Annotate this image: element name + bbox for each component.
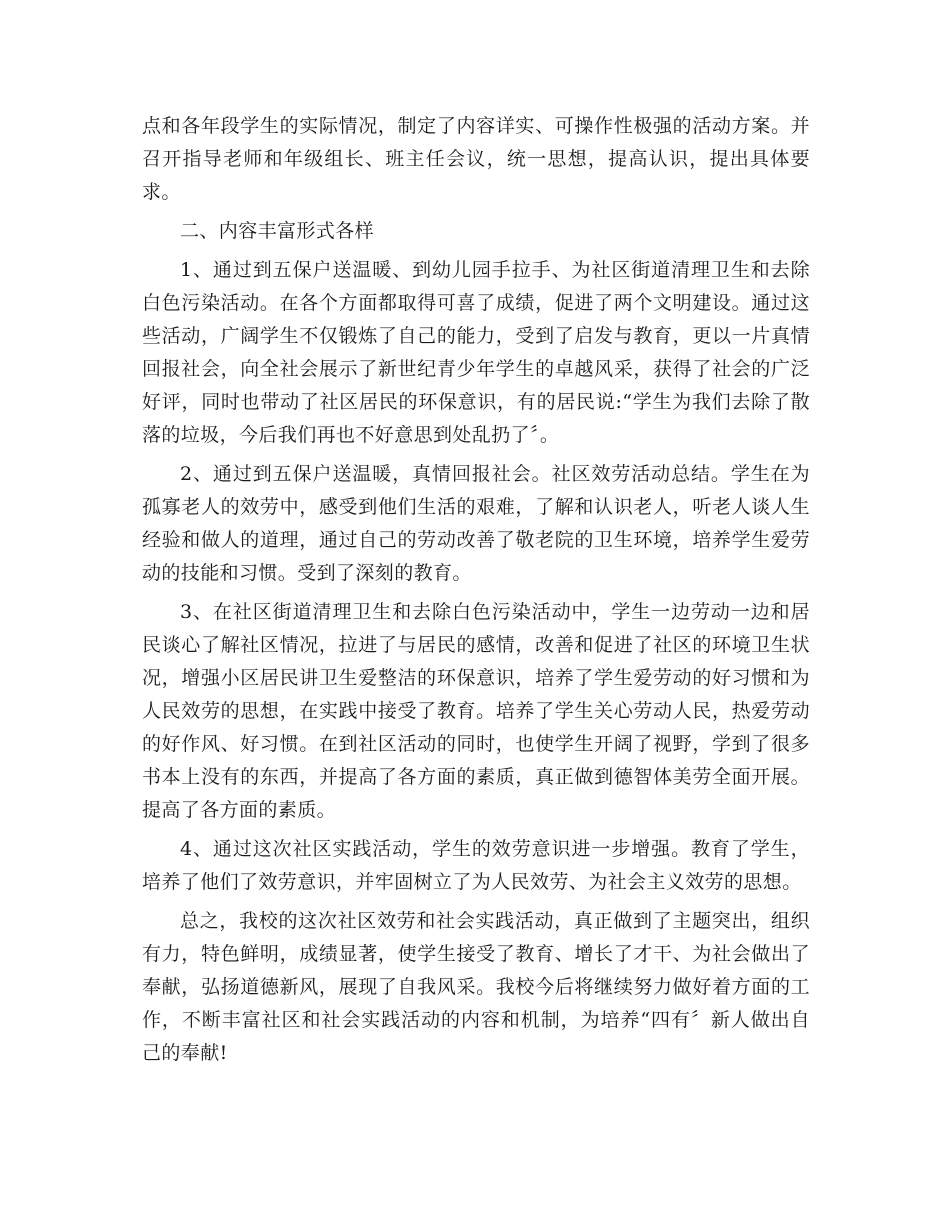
paragraph-conclusion: 总之，我校的这次社区效劳和社会实践活动，真正做到了主题突出，组织有力，特色鲜明，成绩显著，使学生接受了教育、增长了才干、为社会做出了奉献，弘扬道德新风，展现了自我风采。我校今后将继续努力做好着方面的工作，不断丰富社区和社会实践活动的内容和机制，为培养“四有〞新人做出自己的奉献! bbox=[142, 910, 810, 1064]
paragraph-item-2: 2、通过到五保户送温暖，真情回报社会。社区效劳活动总结。学生在为孤寡老人的效劳中，感受到他们生活的艰难，了解和认识老人，听老人谈人生经验和做人的道理，通过自己的劳动改善了敬老院的卫生环境，培养学生爱劳动的技能和习惯。受到了深刻的教育。 bbox=[142, 463, 810, 584]
paragraph-item-3: 3、在社区街道清理卫生和去除白色污染活动中，学生一边劳动一边和居民谈心了解社区情况，拉进了与居民的感情，改善和促进了社区的环境卫生状况，增强小区居民讲卫生爱整洁的环保意识，培养了学生爱劳动的好习惯和为人民效劳的思想，在实践中接受了教育。培养了学生关心劳动人民，热爱劳动的好作风、好习惯。在到社区活动的同时，也使学生开阔了视野，学到了很多书本上没有的东西，并提高了各方面的素质，真正做到德智体美劳全面开展。提高了各方面的素质。 bbox=[142, 601, 810, 821]
paragraph-intro-continuation: 点和各年段学生的实际情况，制定了内容详实、可操作性极强的活动方案。并召开指导老师和年级组长、班主任会议，统一思想，提高认识，提出具体要求。 bbox=[142, 115, 810, 203]
paragraph-item-4: 4、通过这次社区实践活动，学生的效劳意识进一步增强。教育了学生，培养了他们了效劳意识，并牢固树立了为人民效劳、为社会主义效劳的思想。 bbox=[142, 838, 810, 893]
paragraph-item-1: 1、通过到五保户送温暖、到幼儿园手拉手、为社区街道清理卫生和去除白色污染活动。在各个方面都取得可喜了成绩，促进了两个文明建设。通过这些活动，广阔学生不仅锻炼了自己的能力，受到了启发与教育，更以一片真情回报社会，向全社会展示了新世纪青少年学生的卓越风采，获得了社会的广泛好评，同时也带动了社区居民的环保意识，有的居民说:“学生为我们去除了散落的垃圾，今后我们再也不好意思到处乱扔了〞。 bbox=[142, 259, 810, 446]
section-heading: 二、内容丰富形式各样 bbox=[180, 220, 375, 242]
document-body bbox=[142, 110, 810, 1070]
